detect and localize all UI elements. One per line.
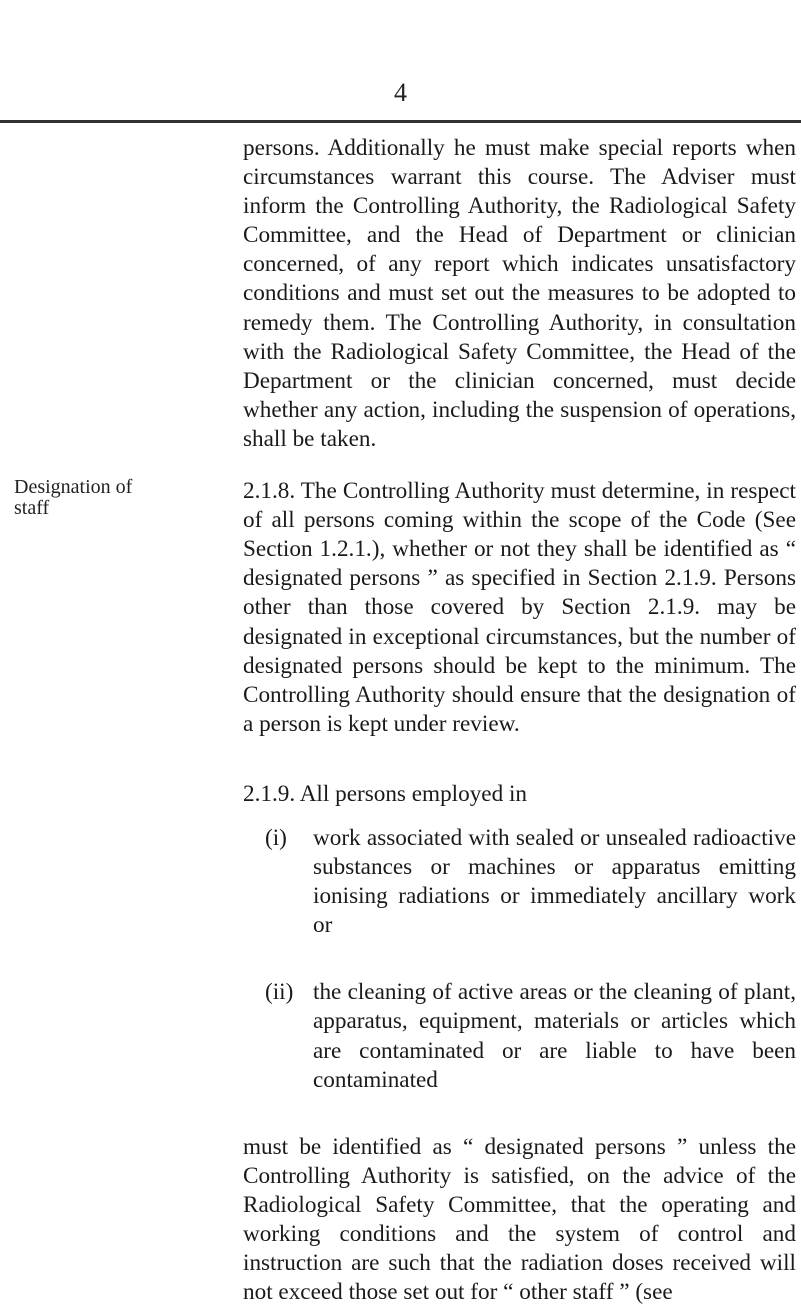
paragraph-2-1-9-intro: 2.1.9. All persons employed in	[243, 780, 528, 807]
list-marker: (ii)	[265, 979, 294, 1006]
list-item-text: work associated with sealed or unsealed radioactive substances or machines or apparatus emitting ionising radiations or immediately ancillary work or	[313, 824, 796, 939]
list-item-ii	[265, 978, 796, 1094]
paragraph-continuation: persons. Additionally he must make special reports when circumstances warrant this course. The Adviser must inform the Controlling Authority, the Radiological Safety Committee, and the Head of Department or clinician concerned, of any report which indicates unsatisfactory conditions and must set out the measures to be adopted to remedy them. The Controlling Authority, in consultation with the Radiological Safety Committee, the Head of the Department or the clinician concerned, must decide whether any action, including the suspension of operations, shall be taken.	[243, 135, 796, 452]
list-marker: (i)	[265, 824, 287, 851]
paragraph-2-1-9-close: must be identified as “ designated persons ” unless the Controlling Authority is satisfied, on the advice of the Radiological Safety Committee, that the operating and working conditions and the system of control and instruction are such that the radiation doses received will not exceed those set out for “ other staff ” (see	[243, 1133, 796, 1306]
list-item-text: the cleaning of active areas or the cleaning of plant, apparatus, equipment, materials or articles which are contaminated or are liable to have been contaminated	[313, 979, 796, 1093]
header-rule	[0, 120, 801, 123]
paragraph-2-1-8: 2.1.8. The Controlling Authority must determine, in respect of all persons coming within the scope of the Code (See Section 1.2.1.), whether or not they shall be identified as “ designated persons ” as specified in Section 2.1.9. Persons other than those covered by Section 2.1.9. may be designated in exceptional circumstances, but the number of designated persons should be kept to the minimum. The Controlling Authority should ensure that the designation of a person is kept under review.	[243, 478, 796, 737]
page-number: 4	[394, 78, 407, 107]
margin-note-designation-of-staff: Designation of staff	[14, 476, 133, 519]
list-item-i	[265, 824, 796, 940]
main-text-column	[243, 134, 796, 1307]
